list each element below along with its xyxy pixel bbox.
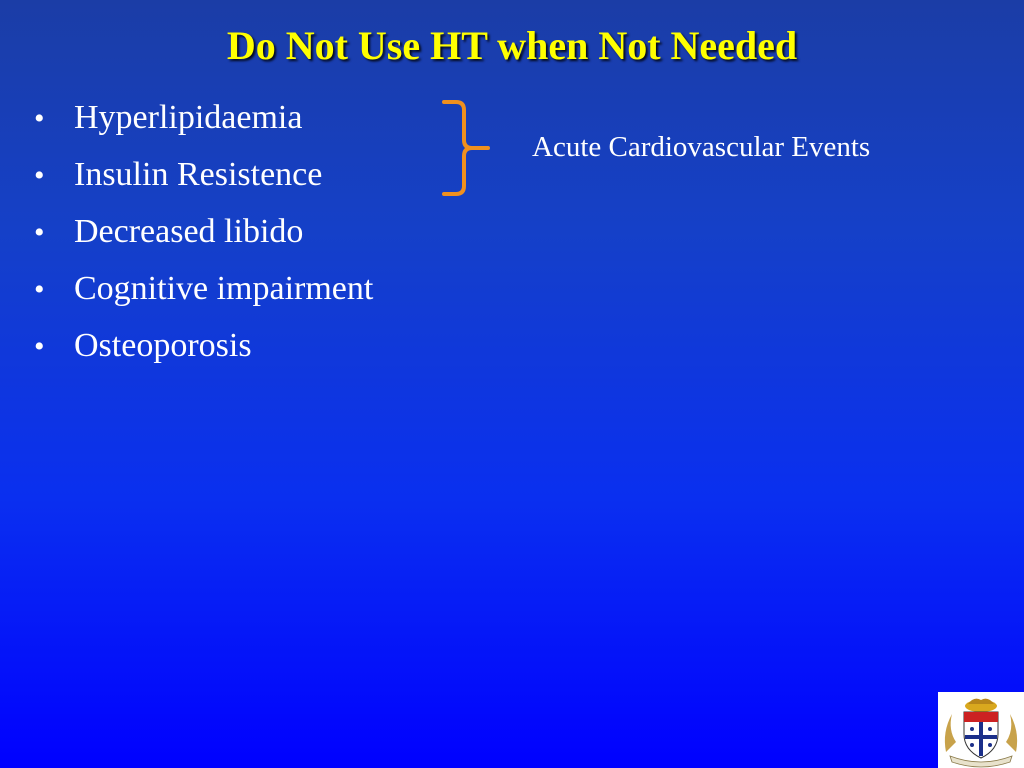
bullet-icon: • [34,330,45,363]
bullet-text: Insulin Resistence [74,156,323,193]
university-crest-icon [938,692,1024,768]
bullet-list [34,92,373,377]
bullet-icon: • [34,273,45,306]
bullet-text: Osteoporosis [74,327,252,364]
bullet-text: Hyperlipidaemia [74,99,303,136]
bullet-icon: • [34,216,45,249]
bullet-item [34,263,373,320]
side-note: Acute Cardiovascular Events [532,131,871,163]
right-brace-icon [440,98,492,198]
logo [938,692,1024,768]
bullet-text: Decreased libido [74,213,304,250]
bullet-icon: • [34,159,45,192]
bullet-icon: • [34,102,45,135]
bullet-item [34,320,373,377]
bullet-item [34,92,373,149]
bullet-item [34,206,373,263]
bullet-item [34,149,373,206]
bullet-text: Cognitive impairment [74,270,374,307]
slide-title: Do Not Use HT when Not Needed [226,23,798,68]
